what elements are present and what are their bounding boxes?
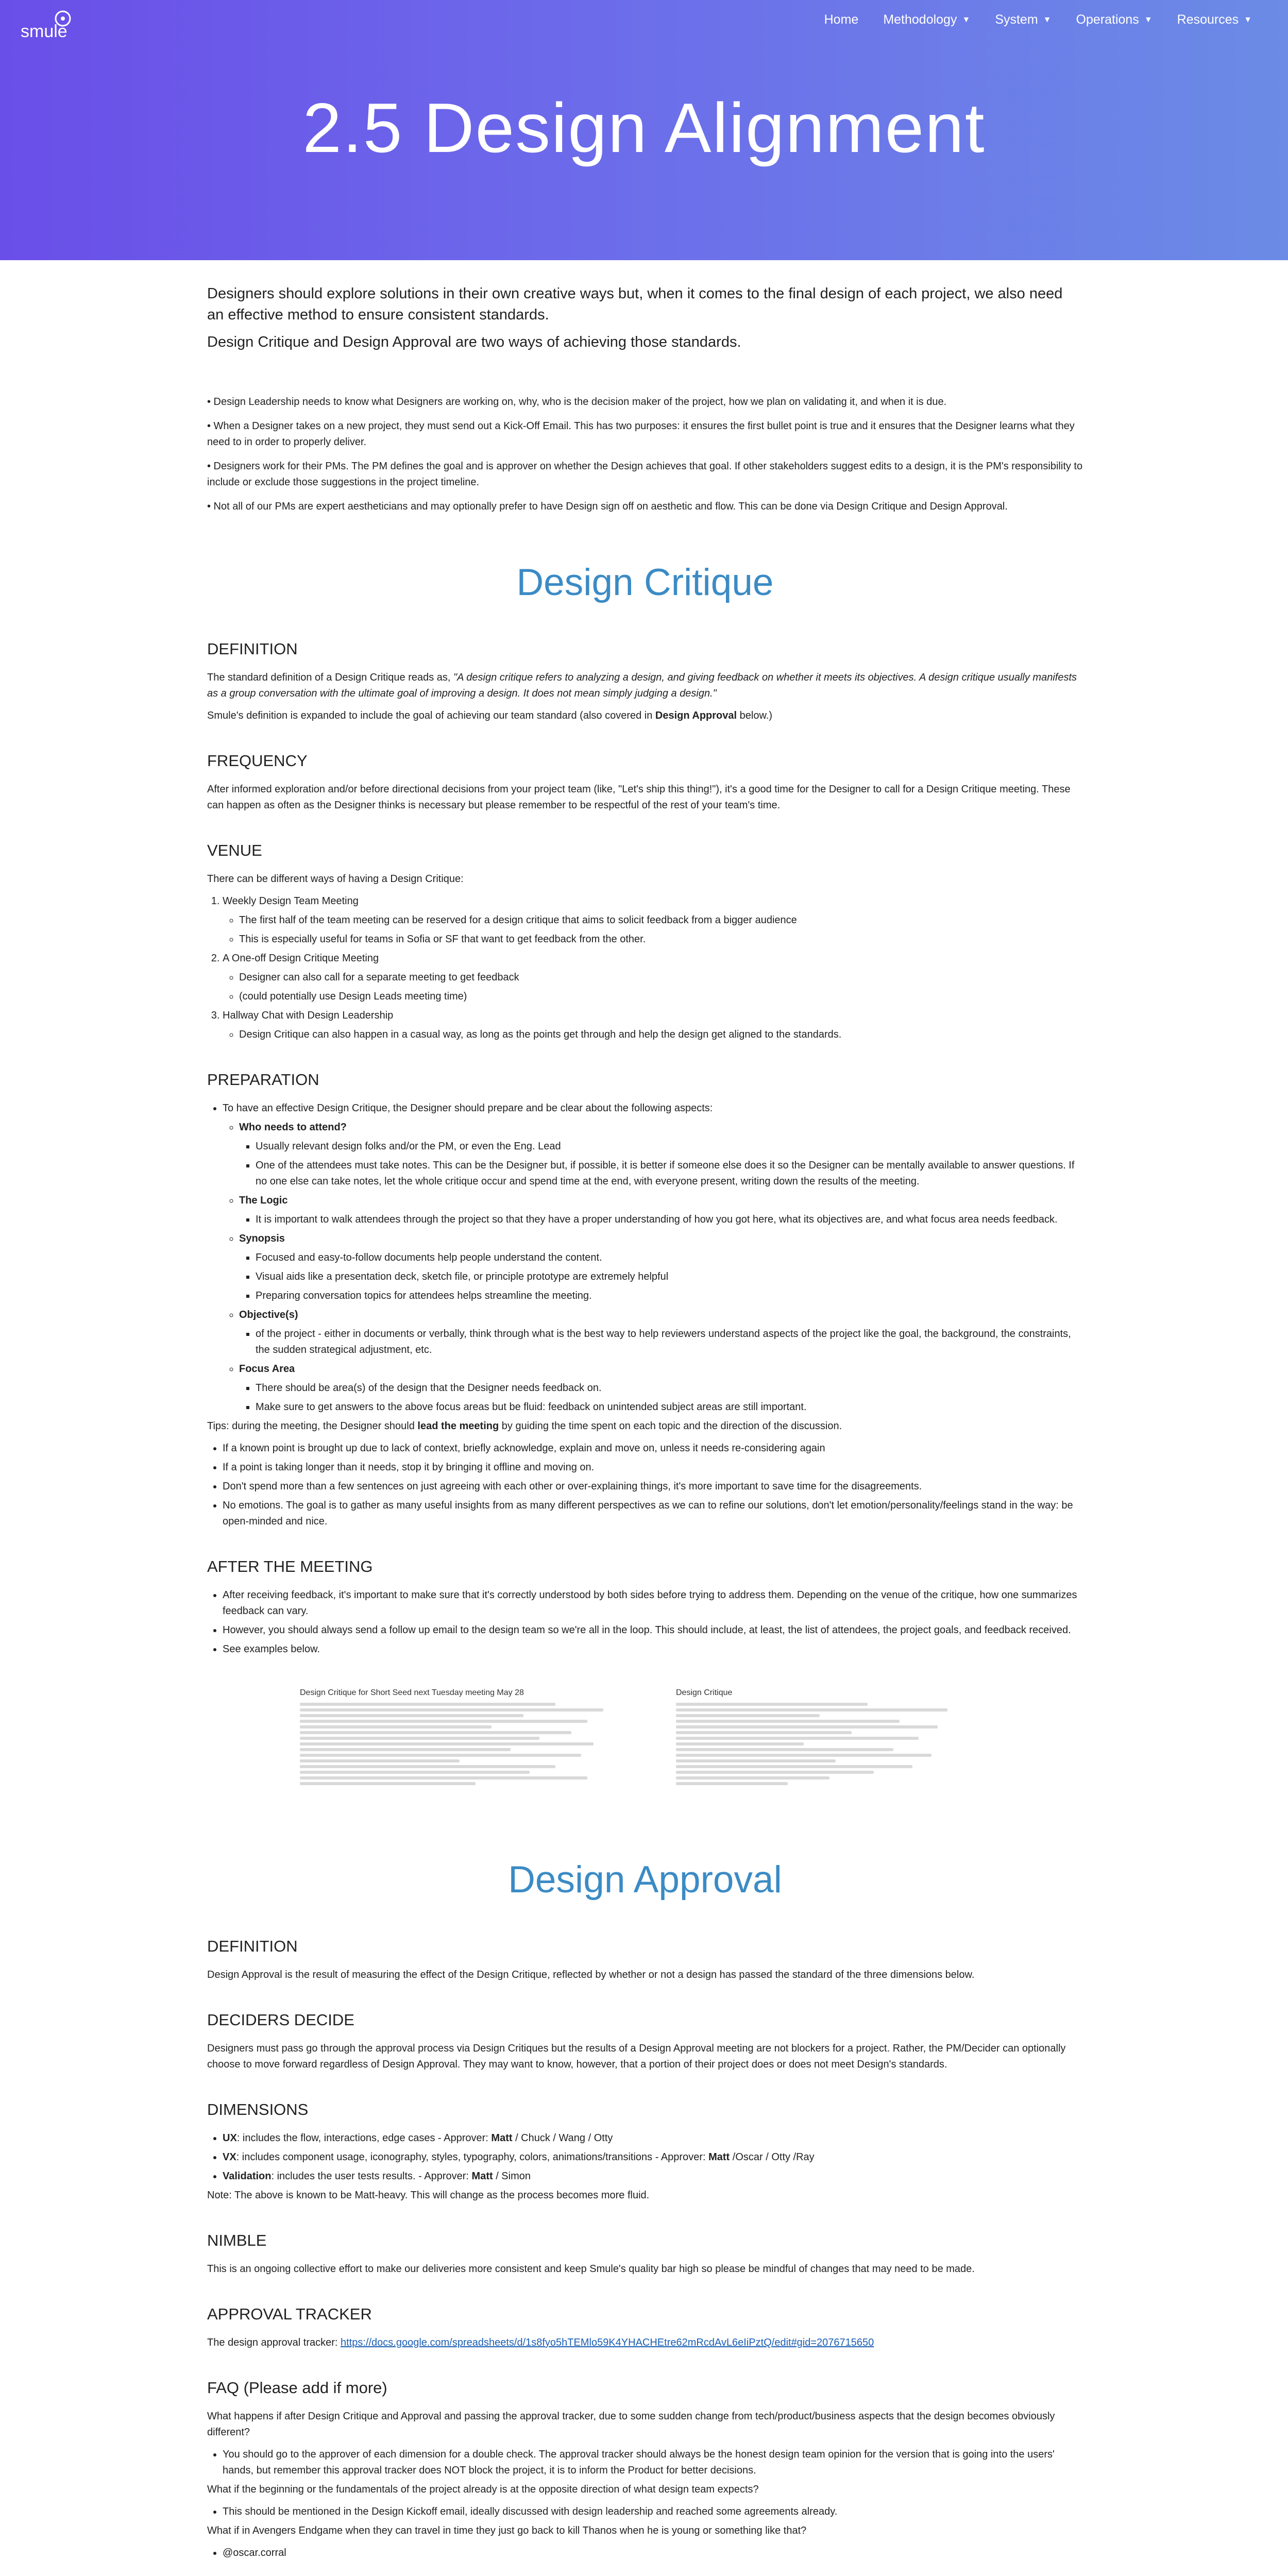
- after-list: [223, 1587, 1083, 1657]
- list-item: ▪ Preparing conversation topics for attendees helps streamline the meeting.: [256, 1288, 1083, 1304]
- list-item: • UX: includes the flow, interactions, edge cases - Approver: Matt / Chuck / Wang / Otty: [223, 2130, 1083, 2146]
- intro-bullet: • When a Designer takes on a new project, they must send out a Kick-Off Email. This has two purposes: it ensures the first bullet point is true and it ensures that the Designer learns what they need to in order to properly deliver.: [207, 420, 1075, 448]
- example-email-screenshot[interactable]: Design Critique for Short Seed next Tuesday meeting May 28: [295, 1683, 624, 1838]
- nav-system[interactable]: System ▼: [995, 12, 1052, 27]
- list-item: ◦ This is especially useful for teams in Sofia or SF that want to get feedback from the other.: [239, 931, 1083, 947]
- list-item: ◦ Synopsis ▪ Focused and easy-to-follow documents help people understand the content. ▪ Visual aids like a presentation deck, sketch file, or principle prototype are extremely helpful ▪ Preparing conversation topics for attendees helps streamline the meeting.: [239, 1231, 1083, 1304]
- header-banner: [0, 0, 1288, 260]
- example-email-screenshot[interactable]: Design Critique: [671, 1683, 1001, 1838]
- list-item: • If a known point is brought up due to lack of context, briefly acknowledge, explain and move on, unless it needs re-considering again: [223, 1440, 1083, 1456]
- list-item: ◦ Design Critique can also happen in a casual way, as long as the points get through and help the design get aligned to the standards.: [239, 1027, 1083, 1043]
- section-title-critique: Design Critique: [516, 562, 774, 603]
- list-item: ◦ Designer can also call for a separate meeting to get feedback: [239, 970, 1083, 986]
- nav-methodology[interactable]: Methodology ▼: [883, 12, 971, 27]
- approval-definition: Design Approval is the result of measuring the effect of the Design Critique, reflected by whether or not a design has passed the standard of the three dimensions below.: [207, 1969, 975, 1980]
- chevron-down-icon: ▼: [1244, 15, 1252, 24]
- list-item: • However, you should always send a follow up email to the design team so we're all in the loop. This should include, at least, the list of attendees, the project goals, and feedback received.: [223, 1622, 1083, 1638]
- heading-deciders: DECIDERS DECIDE: [207, 2011, 354, 2029]
- nav-resources[interactable]: Resources ▼: [1177, 12, 1252, 27]
- list-item: 2. A One-off Design Critique Meeting ◦ Designer can also call for a separate meeting to get feedback ◦ (could potentially use Design Leads meeting time): [223, 951, 1083, 1005]
- intro-bullet: • Designers work for their PMs. The PM defines the goal and is approver on whether the Design achieves that goal. If other stakeholders suggest edits to a design, it is the PM's responsibility to include or exclude those suggestions in the project timeline.: [207, 461, 1083, 488]
- list-item: • After receiving feedback, it's important to make sure that it's correctly understood by both sides before trying to address them. Depending on the venue of the critique, how one summarizes feedback can vary.: [223, 1587, 1083, 1619]
- page-title: 2.5 Design Alignment: [302, 89, 986, 167]
- nav-operations[interactable]: Operations ▼: [1076, 12, 1153, 27]
- list-item: ◦ The Logic ▪ It is important to walk attendees through the project so that they have a proper understanding of how you got here, what its objectives are, and what focus area needs feedback.: [239, 1193, 1083, 1228]
- venue-list: [223, 893, 1083, 1043]
- venue-intro: There can be different ways of having a Design Critique:: [207, 873, 464, 885]
- list-item: ◦ Objective(s) ▪ of the project - either in documents or verbally, think through what is the best way to help reviewers understand aspects of the project like the goal, the background, the constraints, the sudden strategical adjustment, etc.: [239, 1307, 1083, 1358]
- list-item: ▪ Focused and easy-to-follow documents help people understand the content.: [256, 1250, 1083, 1266]
- tracker-text: The design approval tracker: https://docs.google.com/spreadsheets/d/1s8fyo5hTEMlo59K4YHACHEtre62mRcdAvL6eIiPztQ/edit#gid=2076715650: [207, 2337, 874, 2348]
- list-item: ▪ It is important to walk attendees through the project so that they have a proper understanding of how you got here, what its objectives are, and what focus area needs feedback.: [256, 1212, 1083, 1228]
- list-item: ▪ One of the attendees must take notes. This can be the Designer but, if possible, it is better if someone else does it so the Designer can be mentally available to answer questions. If no one else can take notes, let the whole critique occur and spend time at the end, with everyone present, writing down the results of the meeting.: [256, 1158, 1083, 1190]
- list-item: ▪ There should be area(s) of the design that the Designer needs feedback on.: [256, 1380, 1083, 1396]
- critique-definition: The standard definition of a Design Critique reads as, "A design critique refers to analyzing a design, and giving feedback on whether it meets its objectives. A design critique usually manifests as a group conversation with the ultimate goal of improving a design. It does not mean simply judging a design.": [207, 672, 1077, 699]
- tips-text: Tips: during the meeting, the Designer should lead the meeting by guiding the time spent on each topic and the direction of the discussion.: [207, 1420, 842, 1432]
- critique-definition-2: Smule's definition is expanded to include the goal of achieving our team standard (also covered in Design Approval below.): [207, 710, 773, 721]
- heading-nimble: NIMBLE: [207, 2231, 267, 2249]
- dimensions-list: [223, 2130, 1083, 2184]
- faq-answer: • You should go to the approver of each dimension for a double check. The approval tracker should always be the honest design team opinion for the version that is going into the users' hands, but remember this approval tracker does NOT block the project, it is to inform the Product for better decisions.: [223, 2447, 1083, 2479]
- list-item: • If a point is taking longer than it needs, stop it by bringing it offline and moving on.: [223, 1460, 1083, 1476]
- chevron-down-icon: ▼: [1144, 15, 1153, 24]
- faq-question: What if in Avengers Endgame when they can travel in time they just go back to kill Thanos when he is young or something like that?: [207, 2525, 807, 2536]
- faq-answer: • @oscar.corral: [223, 2545, 1083, 2561]
- heading-venue: VENUE: [207, 841, 262, 859]
- chevron-down-icon: ▼: [962, 15, 971, 24]
- chevron-down-icon: ▼: [1043, 15, 1052, 24]
- list-item: ▪ of the project - either in documents or verbally, think through what is the best way to help reviewers understand aspects of the project like the goal, the background, the constraints, the sudden strategical adjustment, etc.: [256, 1326, 1083, 1358]
- tips-list: [223, 1440, 1083, 1530]
- faq-question: What happens if after Design Critique and Approval and passing the approval tracker, due to some sudden change from tech/product/business aspects that the design becomes obviously different?: [207, 2411, 1055, 2438]
- list-item: ▪ Visual aids like a presentation deck, sketch file, or principle prototype are extremely helpful: [256, 1269, 1083, 1285]
- list-item: • To have an effective Design Critique, the Designer should prepare and be clear about the following aspects: ◦ Who needs to attend? ▪ Usually relevant design folks and/or the PM, or even the Eng. Lead ▪ One of the attendees must take notes. This can be the Designer but, if possible, it is better if someone else does it so the Designer can be mentally available to answer questions. If no one else can take notes, let the whole critique occur and spend time at the end, with everyone present, writing down the results of the meeting. ◦ The Logic ▪ It is important to walk attendees through the project so that they have a proper understanding of how you got here, what its objectives are, and what focus area needs feedback. ◦ Synopsis ▪ Focused and easy-to-follow documents help people understand the content. ▪ Visual aids like a presentation deck, sketch file, or principle prototype are extremely helpful ▪ Preparing conversation topics for attendees helps streamline the meeting. ◦ Objective(s) ▪ of the project - either in documents or verbally, think through what is the best way to help reviewers understand aspects of the project like the goal, the background, the constraints, the sudden strategical adjustment, etc. ◦ Focus Area ▪ There should be area(s) of the design that the Designer needs feedback on. ▪ Make sure to get answers to the above focus areas but be fluid: feedback on unintended subject areas are still important.: [223, 1100, 1083, 1415]
- list-item: ◦ Who needs to attend? ▪ Usually relevant design folks and/or the PM, or even the Eng. Lead ▪ One of the attendees must take notes. This can be the Designer but, if possible, it is better if someone else does it so the Designer can be mentally available to answer questions. If no one else can take notes, let the whole critique occur and spend time at the end, with everyone present, writing down the results of the meeting.: [239, 1120, 1083, 1190]
- heading-approval-tracker: APPROVAL TRACKER: [207, 2305, 372, 2323]
- heading-frequency: FREQUENCY: [207, 752, 308, 770]
- heading-preparation: PREPARATION: [207, 1071, 319, 1089]
- tracker-link[interactable]: https://docs.google.com/spreadsheets/d/1s8fyo5hTEMlo59K4YHACHEtre62mRcdAvL6eIiPztQ/edit#gid=2076715650: [341, 2337, 874, 2348]
- heading-definition: DEFINITION: [207, 1937, 298, 1955]
- intro-lead-2: Design Critique and Design Approval are two ways of achieving those standards.: [207, 334, 741, 350]
- list-item: 3. Hallway Chat with Design Leadership ◦ Design Critique can also happen in a casual way, as long as the points get through and help the design get aligned to the standards.: [223, 1008, 1083, 1043]
- logo-text: smule: [21, 22, 67, 41]
- list-item: • See examples below.: [223, 1641, 1083, 1657]
- list-item: ◦ The first half of the team meeting can be reserved for a design critique that aims to solicit feedback from a bigger audience: [239, 912, 1083, 928]
- intro-bullet: • Design Leadership needs to know what Designers are working on, why, who is the decision maker of the project, how we plan on validating it, and when it is due.: [207, 396, 947, 408]
- deciders-text: Designers must pass go through the approval process via Design Critiques but the results of a Design Approval meeting are not blockers for a project. Rather, the PM/Decider can optionally choose to move forward regardless of Design Approval. They may want to know, however, that a portion of their project does or does not meet Design's standards.: [207, 2043, 1066, 2070]
- list-item: • Validation: includes the user tests results. - Approver: Matt / Simon: [223, 2168, 1083, 2184]
- intro-bullet: • Not all of our PMs are expert aestheticians and may optionally prefer to have Design sign off on aesthetic and flow. This can be done via Design Critique and Design Approval.: [207, 501, 1008, 512]
- intro-lead: Designers should explore solutions in their own creative ways but, when it comes to the final design of each project, we also need an effective method to ensure consistent standards.: [207, 285, 1063, 323]
- nimble-text: This is an ongoing collective effort to make our deliveries more consistent and keep Smule's quality bar high so please be mindful of changes that may need to be made.: [207, 2263, 975, 2275]
- smule-logo[interactable]: [21, 7, 82, 41]
- heading-dimensions: DIMENSIONS: [207, 2100, 309, 2119]
- list-item: • Don't spend more than a few sentences on just agreeing with each other or over-explaining things, it's more important to save time for the disagreements.: [223, 1479, 1083, 1495]
- preparation-list: [223, 1100, 1083, 1415]
- frequency-text: After informed exploration and/or before directional decisions from your project team (like, "Let's ship this thing!"), it's a good time for the Designer to call for a Design Critique meeting. These can happen as often as the Designer thinks is necessary but please remember to be respectful of the rest of your team's time.: [207, 784, 1071, 811]
- list-item: • No emotions. The goal is to gather as many useful insights from as many different perspectives as we can to refine our solutions, don't let emotion/personality/feelings stand in the way: be open-minded and nice.: [223, 1498, 1083, 1530]
- faq-question: What if the beginning or the fundamentals of the project already is at the opposite direction of what design team expects?: [207, 2484, 759, 2495]
- nav-home[interactable]: Home: [824, 12, 859, 27]
- main-content: [207, 283, 1083, 2564]
- list-item: ◦ Focus Area ▪ There should be area(s) of the design that the Designer needs feedback on. ▪ Make sure to get answers to the above focus areas but be fluid: feedback on unintended subject areas are still important.: [239, 1361, 1083, 1415]
- list-item: • VX: includes component usage, iconography, styles, typography, colors, animations/transitions - Approver: Matt /Oscar / Otty /Ray: [223, 2149, 1083, 2165]
- list-item: 1. Weekly Design Team Meeting ◦ The first half of the team meeting can be reserved for a design critique that aims to solicit feedback from a bigger audience ◦ This is especially useful for teams in Sofia or SF that want to get feedback from the other.: [223, 893, 1083, 947]
- list-item: ◦ (could potentially use Design Leads meeting time): [239, 989, 1083, 1005]
- dimensions-note: Note: The above is known to be Matt-heavy. This will change as the process becomes more fluid.: [207, 2190, 650, 2201]
- list-item: ▪ Usually relevant design folks and/or the PM, or even the Eng. Lead: [256, 1139, 1083, 1155]
- list-item: ▪ Make sure to get answers to the above focus areas but be fluid: feedback on unintended subject areas are still important.: [256, 1399, 1083, 1415]
- example-screenshots: [295, 1683, 1001, 1838]
- heading-definition: DEFINITION: [207, 640, 298, 658]
- faq-answer: • This should be mentioned in the Design Kickoff email, ideally discussed with design leadership and reached some agreements already.: [223, 2504, 1083, 2520]
- section-title-approval: Design Approval: [508, 1859, 782, 1901]
- heading-after-meeting: AFTER THE MEETING: [207, 1557, 373, 1575]
- top-nav: [824, 12, 1252, 27]
- heading-faq: FAQ (Please add if more): [207, 2379, 387, 2397]
